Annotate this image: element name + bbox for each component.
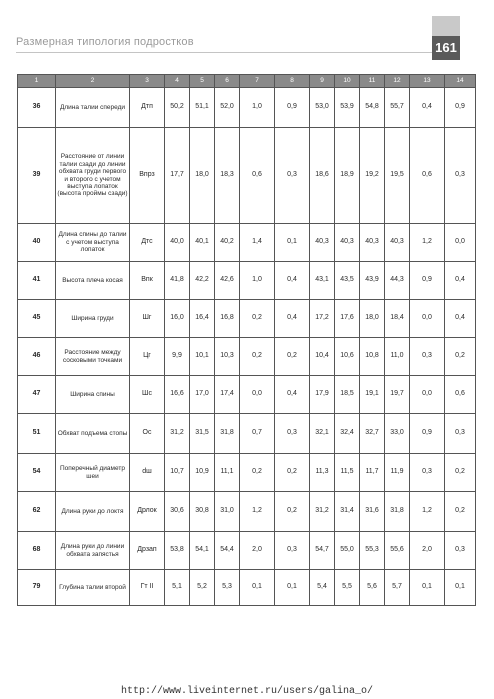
table-row [18,454,476,492]
measurement-value: 0,2 [275,454,310,492]
table-header-row [18,75,476,88]
measurement-value: 53,0 [310,88,335,128]
measurement-code: Дтс [130,224,165,262]
table-row [18,492,476,532]
measurement-value: 10,4 [310,338,335,376]
measurement-value: 0,9 [410,414,445,454]
column-header: 5 [190,75,215,88]
measurement-value: 0,2 [275,492,310,532]
measurement-value: 0,6 [445,376,476,414]
measurement-value: 0,3 [410,338,445,376]
measurement-value: 40,3 [385,224,410,262]
measurement-value: 55,7 [385,88,410,128]
page-number-tab-top [432,16,460,36]
measurement-number: 47 [18,376,56,414]
measurement-value: 16,4 [190,300,215,338]
column-header: 7 [240,75,275,88]
measurement-value: 17,7 [165,128,190,224]
measurement-value: 0,3 [275,128,310,224]
measurement-number: 79 [18,570,56,606]
measurement-value: 54,4 [215,532,240,570]
measurement-number: 45 [18,300,56,338]
table-row [18,376,476,414]
measurement-value: 10,3 [215,338,240,376]
measurement-value: 41,8 [165,262,190,300]
measurement-value: 0,1 [240,570,275,606]
measurement-code: Шс [130,376,165,414]
measurement-value: 0,1 [410,570,445,606]
measurement-value: 11,0 [385,338,410,376]
measurement-value: 0,3 [275,532,310,570]
measurement-value: 0,3 [275,414,310,454]
measurement-value: 0,4 [445,300,476,338]
column-header: 8 [275,75,310,88]
measurement-value: 30,6 [165,492,190,532]
measurement-value: 40,0 [165,224,190,262]
table-row [18,128,476,224]
measurement-value: 5,7 [385,570,410,606]
column-header: 3 [130,75,165,88]
measurement-value: 1,2 [240,492,275,532]
measurement-value: 0,2 [240,338,275,376]
measurement-value: 51,1 [190,88,215,128]
measurement-value: 40,2 [215,224,240,262]
measurement-value: 31,6 [360,492,385,532]
measurement-value: 0,3 [445,128,476,224]
measurement-value: 18,6 [310,128,335,224]
measurement-value: 42,2 [190,262,215,300]
measurement-name: Высота плеча косая [56,262,130,300]
measurement-value: 40,3 [335,224,360,262]
measurement-code: Дрзап [130,532,165,570]
table-row [18,262,476,300]
measurement-value: 17,2 [310,300,335,338]
measurement-value: 0,1 [275,224,310,262]
measurement-value: 0,2 [240,454,275,492]
measurement-value: 0,7 [240,414,275,454]
measurement-number: 41 [18,262,56,300]
measurement-value: 1,4 [240,224,275,262]
measurement-value: 31,2 [310,492,335,532]
column-header: 9 [310,75,335,88]
measurement-value: 0,4 [410,88,445,128]
measurement-value: 0,9 [410,262,445,300]
measurement-value: 55,6 [385,532,410,570]
measurement-value: 0,3 [445,414,476,454]
measurement-value: 0,0 [410,376,445,414]
measurement-value: 11,1 [215,454,240,492]
measurement-value: 30,8 [190,492,215,532]
measurement-value: 1,2 [410,224,445,262]
measurement-number: 46 [18,338,56,376]
measurement-value: 0,2 [445,492,476,532]
header-divider [16,52,432,53]
measurement-value: 54,8 [360,88,385,128]
measurement-value: 40,1 [190,224,215,262]
measurement-value: 18,9 [335,128,360,224]
measurement-name: Длина талии спереди [56,88,130,128]
column-header: 4 [165,75,190,88]
measurement-value: 18,5 [335,376,360,414]
measurement-value: 16,0 [165,300,190,338]
measurement-value: 31,2 [165,414,190,454]
measurement-code: Цг [130,338,165,376]
measurement-value: 18,0 [360,300,385,338]
measurement-value: 5,2 [190,570,215,606]
measurement-value: 54,7 [310,532,335,570]
measurement-value: 40,3 [310,224,335,262]
measurement-value: 10,1 [190,338,215,376]
column-header: 1 [18,75,56,88]
measurement-value: 0,2 [275,338,310,376]
measurement-code: Шг [130,300,165,338]
measurement-value: 0,6 [410,128,445,224]
measurement-value: 11,3 [310,454,335,492]
table-row [18,88,476,128]
table-row [18,532,476,570]
footer-url: http://www.liveinternet.ru/users/galina_o/ [120,686,374,697]
measurement-value: 5,6 [360,570,385,606]
measurement-value: 0,0 [445,224,476,262]
measurement-value: 10,6 [335,338,360,376]
table-row [18,570,476,606]
measurement-value: 44,3 [385,262,410,300]
measurement-number: 54 [18,454,56,492]
measurement-value: 11,5 [335,454,360,492]
measurement-value: 5,5 [335,570,360,606]
measurement-code: Дтп [130,88,165,128]
measurement-value: 43,5 [335,262,360,300]
measurement-value: 18,3 [215,128,240,224]
measurement-value: 0,9 [445,88,476,128]
measurement-value: 5,3 [215,570,240,606]
column-header: 10 [335,75,360,88]
measurement-name: Глубина талии второй [56,570,130,606]
measurement-value: 0,4 [275,262,310,300]
measurement-number: 68 [18,532,56,570]
measurement-value: 0,4 [275,300,310,338]
measurement-code: Гт II [130,570,165,606]
measurement-value: 31,5 [190,414,215,454]
measurement-name: Длина руки до локтя [56,492,130,532]
measurement-value: 0,4 [275,376,310,414]
measurement-value: 19,1 [360,376,385,414]
measurement-value: 19,7 [385,376,410,414]
measurement-value: 11,9 [385,454,410,492]
table-row [18,338,476,376]
table-row [18,224,476,262]
measurement-name: Длина руки до линии обхвата запястья [56,532,130,570]
measurement-value: 0,4 [445,262,476,300]
measurement-value: 18,0 [190,128,215,224]
measurement-value: 0,1 [445,570,476,606]
measurement-value: 50,2 [165,88,190,128]
measurement-value: 43,9 [360,262,385,300]
measurement-value: 43,1 [310,262,335,300]
measurement-value: 16,6 [165,376,190,414]
measurement-name: Ширина груди [56,300,130,338]
table-row [18,414,476,454]
measurement-value: 52,0 [215,88,240,128]
measurement-value: 0,2 [240,300,275,338]
measurement-value: 31,0 [215,492,240,532]
measurement-name: Обхват подъема стопы [56,414,130,454]
measurement-value: 0,3 [445,532,476,570]
measurement-value: 1,0 [240,262,275,300]
column-header: 13 [410,75,445,88]
measurement-name: Расстояние между сосковыми точками [56,338,130,376]
measurement-value: 10,9 [190,454,215,492]
measurement-value: 0,1 [275,570,310,606]
measurement-name: Ширина спины [56,376,130,414]
measurement-code: Впк [130,262,165,300]
measurement-name: Длина спины до талии с учетом выступа лопаток [56,224,130,262]
measurement-value: 17,9 [310,376,335,414]
measurement-code: dш [130,454,165,492]
column-header: 12 [385,75,410,88]
measurement-value: 2,0 [240,532,275,570]
measurement-number: 51 [18,414,56,454]
measurement-value: 32,4 [335,414,360,454]
measurement-name: Поперечный диаметр шеи [56,454,130,492]
measurement-value: 0,6 [240,128,275,224]
measurement-code: Впрз [130,128,165,224]
measurement-value: 31,8 [215,414,240,454]
measurement-value: 54,1 [190,532,215,570]
measurement-value: 1,2 [410,492,445,532]
measurement-value: 55,3 [360,532,385,570]
measurement-value: 32,7 [360,414,385,454]
measurement-value: 16,8 [215,300,240,338]
measurement-value: 42,6 [215,262,240,300]
measurement-value: 31,8 [385,492,410,532]
measurement-value: 18,4 [385,300,410,338]
measurement-value: 17,0 [190,376,215,414]
measurement-value: 0,2 [445,338,476,376]
measurement-value: 10,7 [165,454,190,492]
measurement-value: 2,0 [410,532,445,570]
measurement-value: 0,9 [275,88,310,128]
measurement-code: Дрлок [130,492,165,532]
column-header: 6 [215,75,240,88]
measurement-number: 36 [18,88,56,128]
page-number: 161 [435,40,457,55]
measurement-value: 0,0 [410,300,445,338]
measurement-value: 9,9 [165,338,190,376]
measurement-value: 0,3 [410,454,445,492]
measurement-number: 62 [18,492,56,532]
measurement-value: 17,4 [215,376,240,414]
measurement-value: 19,2 [360,128,385,224]
column-header: 2 [56,75,130,88]
measurement-value: 55,0 [335,532,360,570]
measurement-value: 5,1 [165,570,190,606]
measurement-value: 32,1 [310,414,335,454]
measurement-value: 19,5 [385,128,410,224]
measurement-number: 39 [18,128,56,224]
measurements-table [17,74,476,606]
measurement-value: 33,0 [385,414,410,454]
column-header: 14 [445,75,476,88]
measurement-value: 11,7 [360,454,385,492]
measurement-value: 0,0 [240,376,275,414]
page-header-title: Размерная типология подростков [16,36,194,48]
measurement-value: 5,4 [310,570,335,606]
table-row [18,300,476,338]
measurement-value: 17,6 [335,300,360,338]
measurement-value: 40,3 [360,224,385,262]
measurement-value: 53,9 [335,88,360,128]
measurement-value: 31,4 [335,492,360,532]
measurement-code: Ос [130,414,165,454]
measurement-value: 10,8 [360,338,385,376]
measurement-number: 40 [18,224,56,262]
measurement-value: 0,2 [445,454,476,492]
measurement-value: 1,0 [240,88,275,128]
column-header: 11 [360,75,385,88]
measurement-value: 53,8 [165,532,190,570]
measurement-name: Расстояние от линии талии сзади до линии обхвата груди первого и второго с учетом выступа лопаток (высота проймы сзади) [56,128,130,224]
